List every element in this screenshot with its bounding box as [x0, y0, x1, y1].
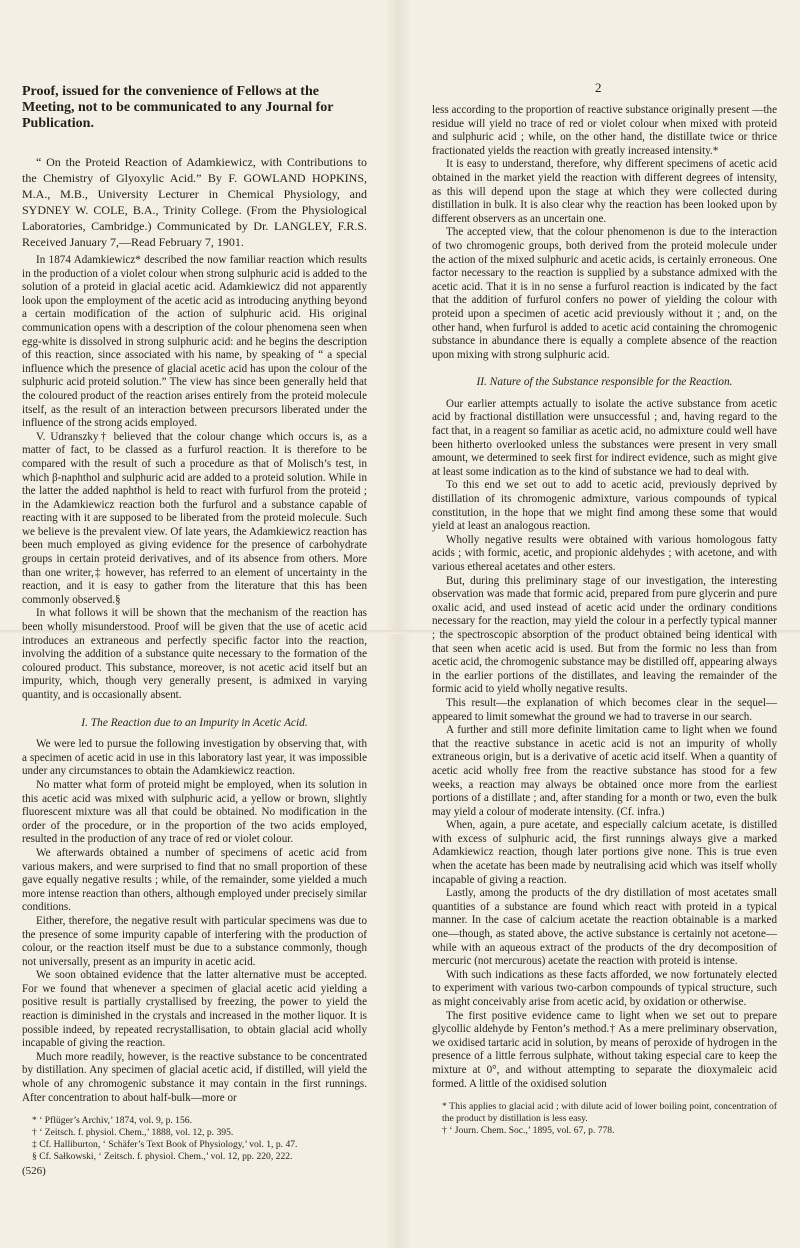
- paragraph: It is easy to understand, therefore, why different specimens of acetic acid obtained in the market yield the reaction with different degrees of intensity, as this will depend upon the stage at which they were collected during distillation in bulk. It is also clear why the reaction has been looked upon by different observers as an uncertain one.: [432, 158, 777, 225]
- footnotes: [432, 1101, 777, 1137]
- paragraph: Our earlier attempts actually to isolate the active substance from acetic acid by fractional distillation were unsuccessful ; and, having regard to the fact that, in a reagent so familiar as acetic acid, no admixture could well have been hitherto overlooked unless the substances were present in very small amount, we determined to seek first for indirect evidence, such as might give at least some indication as to the kind of substance we had to deal with.: [432, 397, 777, 478]
- footnote: * ‘ Pflüger’s Archiv,’ 1874, vol. 9, p. 156.: [32, 1115, 192, 1127]
- page-number: 2: [595, 80, 602, 95]
- right-page-column: [432, 104, 777, 1137]
- footnote: § Cf. Sałkowski, ‘ Zeitsch. f. physiol. Chem.,’ vol. 12, pp. 220, 222.: [32, 1151, 293, 1163]
- paragraph: With such indications as these facts afforded, we now fortunately elected to experiment with various two-carbon compounds of typical structure, such as might conceivably arise from acetic acid, by oxidation or otherwise.: [432, 968, 777, 1008]
- footnote: ‡ Cf. Halliburton, ‘ Schäfer’s Text Book of Physiology,’ vol. 1, p. 47.: [32, 1139, 298, 1151]
- paragraph: Much more readily, however, is the reactive substance to be concentrated by distillation. Any specimen of glacial acetic acid, if distilled, will yield the whole of any chromogenic substance it may contain in the first runnings. After concentration to about half-bulk—more or: [22, 1050, 367, 1104]
- paragraph: No matter what form of proteid might be employed, when its solution in this acetic acid was mixed with sulphuric acid, a yellow or brown, slightly fluorescent mixture was all that could be obtained. No modification in the order of the procedure, or in the proportion of the two acids employed, resulted in the production of any trace of red or violet colour.: [22, 778, 367, 846]
- paragraph: The accepted view, that the colour phenomenon is due to the interaction of two chromogenic groups, both derived from the proteid molecule under the action of the mixed sulphuric and acetic acids, is certainly erroneous. One factor necessary to the reaction is supplied by a substance admixed with the acetic acid. That it is in no sense a furfurol reaction is indicated by the fact that the addition of furfurol confers no power of yielding the colour with proteid upon a specimen of acetic acid previously without it ; and, on the other hand, when furfurol is added to acetic acid containing the chromogenic substance in abundance there is equally a complete absence of the reaction upon mixing with strong sulphuric acid.: [432, 226, 777, 361]
- paragraph: A further and still more definite limitation came to light when we found that the reactive substance in acetic acid is not an impurity of wholly extraneous origin, but is a derivative of acetic acid itself. When a quantity of acetic acid wholly free from the reactive substance has stood for a few weeks, a reaction may always be obtained once more from the earliest portions of a distillate ; and, after standing for a month or two, even the bulk may yield a colour of moderate intensity. (Cf. infra.): [432, 724, 777, 818]
- left-page-column: [22, 84, 367, 1179]
- paragraph: In 1874 Adamkiewicz* described the now familiar reaction which results in the production of a violet colour when strong sulphuric acid is added to the solution of a proteid in glacial acetic acid. Adamkiewicz did not apparently look upon the employment of the acetic acid as introducing anything beyond a certain modification of the action of sulphuric acid. His original communication opens with a description of the colour phenomena seen when egg-white is dissolved in strong sulphuric acid: and he begins the description of this reaction, since associated with his name, by speaking of “ a special influence which the presence of glacial acetic acid has upon the colour of the sulphuric acid proteid solution.” The view has since been generally held that the coloured product of the reaction arises entirely from the proteid molecule itself, as the result of an interaction between precursors liberated under the influence of the strong acids employed.: [22, 254, 367, 430]
- paragraph: We afterwards obtained a number of specimens of acetic acid from various makers, and were surprised to find that no small proportion of these gave equally negative results ; while, of the remainder, some yielded a much more intense reaction than others, although employed under precisely similar conditions.: [22, 846, 367, 914]
- footnotes: [22, 1115, 367, 1163]
- paragraph: We soon obtained evidence that the latter alternative must be accepted. For we found that whenever a specimen of glacial acetic acid yielding a positive result is partially crystallised by freezing, the power to yield the reaction is diminished in the crystals and increased in the mother liquor. It is possible indeed, by repeated recrystallisation, to obtain glacial acid wholly incapable of giving the reaction.: [22, 969, 367, 1050]
- footnote: † ‘ Zeitsch. f. physiol. Chem.,’ 1888, vol. 12, p. 395.: [32, 1127, 234, 1139]
- paragraph: Lastly, among the products of the dry distillation of most acetates small quantities of a substance are found which react with proteid in a typical manner. In the case of calcium acetate the reaction obtainable is a marked one—though, as stated above, the active substance is certainly not acetone—while with an aqueous extract of the products of the dry decomposition of mercuric (not mercurous) acetate the reaction with proteid is intense.: [432, 887, 777, 968]
- footnote: * This applies to glacial acid ; with dilute acid of lower boiling point, concentration of the product by distillation is less easy.: [442, 1101, 777, 1125]
- paragraph: less according to the proportion of reactive substance originally present —the residue will yield no trace of red or violet colour when mixed with proteid and sulphuric acid ; while, on the other hand, the distillate twice or thrice fractionated yields the reaction with greatly increased intensity.*: [432, 104, 777, 157]
- article-title: “ On the Proteid Reaction of Adamkiewicz, with Contributions to the Chemistry of Glyoxylic Acid.” By F. GOWLAND HOPKINS, M.A., M.B., University Lecturer in Chemical Physiology, and SYDNEY W. COLE, B.A., Trinity College. (From the Physiological Laboratories, Cambridge.) Communicated by Dr. LANGLEY, F.R.S. Received January 7,—Read February 7, 1901.: [22, 155, 367, 249]
- proof-notice: Proof, issued for the convenience of Fellows at the Meeting, not to be communicated to any Journal for Publication.: [22, 84, 334, 131]
- paragraph: We were led to pursue the following investigation by observing that, with a specimen of acetic acid in use in this laboratory last year, it was impossible under any circumstances to obtain the Adamkiewicz reaction.: [22, 738, 367, 778]
- section-heading: I. The Reaction due to an Impurity in Acetic Acid.: [81, 716, 308, 729]
- page-gutter: [385, 0, 411, 1248]
- paragraph: To this end we set out to add to acetic acid, previously deprived by distillation of its chromogenic admixture, various compounds of typical constitution, in the hope that we might find among these some that would yield at least an analogous reaction.: [432, 479, 777, 533]
- paragraph: This result—the explanation of which becomes clear in the sequel—appeared to limit somewhat the ground we had to traverse in our search.: [432, 696, 777, 723]
- page-footer-number: (526): [22, 1165, 46, 1178]
- section-heading: II. Nature of the Substance responsible for the Reaction.: [476, 376, 733, 389]
- paragraph: Wholly negative results were obtained with various homologous fatty acids ; with formic, acetic, and propionic aldehydes ; with acetone, and with various ethereal acetates and other esters.: [432, 533, 777, 573]
- paragraph: When, again, a pure acetate, and especially calcium acetate, is distilled with excess of sulphuric acid, the first runnings always give a marked Adamkiewicz reaction, though later portions give none. This is true even when the acetate has been made by neutralising acid which was itself wholly incapable of giving a reaction.: [432, 819, 777, 886]
- paragraph: The first positive evidence came to light when we set out to prepare glycollic aldehyde by Fenton’s method.† As a mere preliminary observation, we oxidised tartaric acid in solution, by means of peroxide of hydrogen in the presence of a little ferrous sulphate, without taking especial care to keep the mixture at 0°, and without attempting to separate the dioxymaleic acid formed. A little of the oxidised solution: [432, 1009, 777, 1090]
- paragraph: In what follows it will be shown that the mechanism of the reaction has been wholly misunderstood. Proof will be given that the use of acetic acid introduces an extraneous and perfectly specific factor into the reaction, involving the addition of a substance quite necessary to the formation of the coloured product. This substance, moreover, is not acetic acid itself but an impurity, which, though very generally present, is admixed in varying quantity, and is occasionally absent.: [22, 607, 367, 701]
- paragraph: Either, therefore, the negative result with particular specimens was due to the presence of some impurity capable of interfering with the production of colour, or the reaction itself must be due to a substance commonly, though not universally, present as an impurity in acetic acid.: [22, 914, 367, 968]
- paragraph: But, during this preliminary stage of our investigation, the interesting observation was made that formic acid, prepared from pure glycerin and pure oxalic acid, and used instead of acetic acid under the ordinary conditions necessary for the reaction, may yield the colour in a perfectly typical manner ; the spectroscopic absorption of the product obtained being identical with that seen when acetic acid is used. But from the formic no less than from acetic acid, the chromogenic substance may be distilled off, appearing always in the earlier portions of the distillates, and leaving the remainder of the formic acid to yield wholly negative results.: [432, 574, 777, 696]
- paragraph: V. Udranszky† believed that the colour change which occurs is, as a matter of fact, to be classed as a furfurol reaction. It is therefore to be compared with the result of such a procedure as that of Molisch’s test, in which β-naphthol and sulphuric acid are added to a proteid solution. While in the latter the added naphthol is held to react with furfurol from the proteid ; in the Adamkiewicz reaction both the furfurol and a substance capable of reacting with it are supposed to be liberated from the proteid molecule. Such we believe is the prevalent view. Of late years, the Adamkiewicz reaction has been much employed as giving evidence for the presence of carbohydrate groups in certain proteid derivatives, and of its absence from others. More than one writer,‡ however, has referred to an element of uncertainty in the reaction, and it is easy to gather from the literature that this has been commonly observed.§: [22, 430, 367, 606]
- footnote: † ‘ Journ. Chem. Soc.,’ 1895, vol. 67, p. 778.: [442, 1125, 615, 1137]
